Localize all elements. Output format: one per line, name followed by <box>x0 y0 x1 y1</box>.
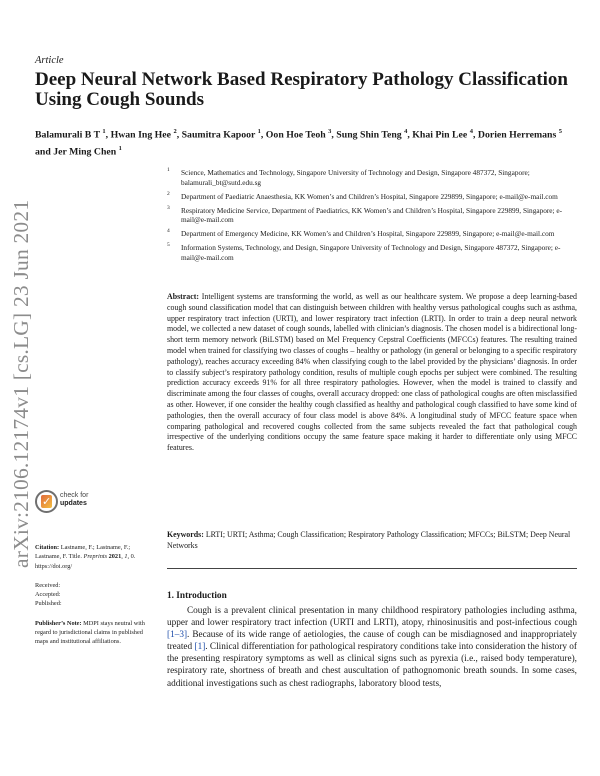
affiliation-item <box>167 243 577 262</box>
keywords-label: Keywords: <box>167 530 204 539</box>
affiliation-number: 5 <box>167 242 170 249</box>
author-name: Balamurali B T <box>35 129 100 141</box>
author-name: Khai Pin Lee <box>412 129 468 141</box>
citation-link[interactable]: [1] <box>194 642 206 653</box>
author-list: Balamurali B T $^1$, Hwan Ing Hee $^2$, Saumitra Kapoor $^1$, Oon Hoe Teoh $^3$, Sung Shin Teng $^4$, Khai Pin Lee $^4$, Dorien Herremans $^5$ and Jer Ming Chen $^1$ <box>35 128 563 158</box>
doi-link[interactable]: https://doi.org/ <box>35 562 73 570</box>
received-label: Received: <box>35 581 61 589</box>
affiliation-item <box>167 206 577 225</box>
check-updates-line1: check for <box>60 492 89 499</box>
abstract <box>167 292 577 454</box>
author-affiliation-mark: 3 <box>328 128 332 135</box>
article-type-label: Article <box>35 55 64 66</box>
affiliation-number: 3 <box>167 204 170 211</box>
introduction-paragraph: Cough is a prevalent clinical presentation in many childhood respiratory pathologies including asthma, upper and lower respiratory tract infection (URTI and LRTI), atopy, rhinosinusitis and post-infectious cough [1–3]. Because of its wide range of aetiologies, the cause of cough can be misdiagnosed and inappropriately treated [1]. Clinical differentiation for pathological respiratory conditions take into consideration the history of the presenting respiratory symptoms as well as clinical signs such as pyrexia (i.e., raised body temperature), respiratory rate, shortness of breath and chest auscultation of pathognomonic breath sounds. In some cases, additional investigations such as chest radiographs, laboratory blood tests, <box>167 606 578 689</box>
author-name: Saumitra Kapoor <box>181 129 256 141</box>
affiliation-item <box>167 192 577 202</box>
paper-title: Deep Neural Network Based Respiratory Pathology Classification Using Cough Sounds <box>35 69 569 110</box>
author-name: Oon Hoe Teoh <box>265 129 326 141</box>
arxiv-stamp: arXiv:2106.12174v1 [cs.LG] 23 Jun 2021 <box>9 199 33 568</box>
author-name: Jer Ming Chen <box>53 146 117 158</box>
author-affiliation-mark: 1 <box>118 144 122 152</box>
affiliation-number: 2 <box>167 190 170 197</box>
author-name: Dorien Herremans <box>477 129 557 141</box>
section-heading-introduction: 1. Introduction <box>167 591 227 601</box>
keywords <box>167 530 577 552</box>
section-divider <box>167 568 577 569</box>
author-affiliation-mark: 1 <box>257 128 261 135</box>
citation-link[interactable]: [1–3] <box>167 630 188 641</box>
keywords-text: LRTI; URTI; Asthma; Cough Classification; Respiratory Pathology Classification; MFCCs; BiLSTM; Deep Neural Networks <box>167 530 571 550</box>
abstract-text: Intelligent systems are transforming the world, as well as our healthcare system. We propose a deep learning-based cough sound classification model that can distinguish between children with healthy versus pathological coughs such as asthma, upper respiratory tract infection (URTI), and lower respiratory tract infection (LRTI). In order to train a deep neural network model, we collected a new dataset of cough sounds, labelled with clinician’s diagnosis. The chosen model is a bidirectional long-short term memory network (BiLSTM) based on Mel Frequency Cepstral Coefficients (MFCCs) features. The resulting trained model when trained for classifying two classes of coughs – healthy or pathology (in general or belonging to a specific respiratory pathology), reaches accuracy exceeding 84% when classifying cough to the label provided by the physicians’ diagnosis. In order to classify subject’s respiratory pathology condition, results of multiple cough epochs per subject were combined. The resulting prediction accuracy exceeds 91% for all three respiratory pathologies. However, when the model is trained to classify and discriminate among the four classes of coughs, overall accuracy dropped: one class of pathological coughs are often misclassified as other. However, if one consider the healthy cough classified as healthy and pathological cough classified to have some kind of pathologies, then the overall accuracy of four class model is above 84%. A longitudinal study of MFCC feature space when comparing pathological and recovered coughs collected from the same subjects revealed the fact that pathological cough irrespective of the underlying conditions occupy the same feature space making it harder to differentiate only using MFCC features. <box>167 292 577 453</box>
affiliation-text: Science, Mathematics and Technology, Singapore University of Technology and Design, Singapore 487372, Singapore; balamurali_bt@sutd.edu.sg <box>181 168 530 187</box>
check-updates-icon: ✓ <box>35 490 58 513</box>
affiliation-number: 4 <box>167 228 170 235</box>
publisher-note: Publisher’s Note: MDPI stays neutral with regard to jurisdictional claims in published maps and institutional affiliations. <box>35 619 145 646</box>
affiliation-item <box>167 229 577 239</box>
affiliation-text: Department of Emergency Medicine, KK Women’s and Children’s Hospital, Singapore 229899, Singapore; e-mail@e-mail.com <box>181 229 555 239</box>
citation: Citation: Lastname, F.; Lastname, F.; Lastname, F. Title. Preprints 2021, 1, 0. https://doi.org/ <box>35 544 136 570</box>
author-affiliation-mark: 4 <box>404 128 408 135</box>
abstract-label: Abstract: <box>167 292 199 301</box>
check-for-updates-badge[interactable] <box>35 490 95 520</box>
author-affiliation-mark: 2 <box>173 128 177 135</box>
sidebar-meta <box>35 543 155 647</box>
author-name: Sung Shin Teng <box>336 129 402 141</box>
affiliation-text: Information Systems, Technology, and Design, Singapore University of Technology and Design, Singapore 487372, Singapore; e-mail@e-mail.com <box>181 243 561 262</box>
accepted-label: Accepted: <box>35 591 61 599</box>
check-updates-line2: updates <box>60 500 87 507</box>
published-label: Published: <box>35 600 62 608</box>
author-affiliation-mark: 4 <box>469 128 473 135</box>
affiliation-item <box>167 168 577 187</box>
affiliation-text: Respiratory Medicine Service, Department of Paediatrics, KK Women’s and Children’s Hospital, Singapore 229899, Singapore; e-mail@e-mail.com <box>181 205 563 225</box>
author-affiliation-mark: 1 <box>102 128 106 135</box>
affiliation-text: Department of Paediatric Anaesthesia, KK Women’s and Children’s Hospital, Singapore 229899, Singapore; e-mail@e-mail.com <box>181 191 558 201</box>
author-name: Hwan Ing Hee <box>110 129 171 141</box>
author-affiliation-mark: 5 <box>558 128 563 135</box>
affiliation-number: 1 <box>167 167 170 173</box>
affiliations-list <box>167 168 577 267</box>
